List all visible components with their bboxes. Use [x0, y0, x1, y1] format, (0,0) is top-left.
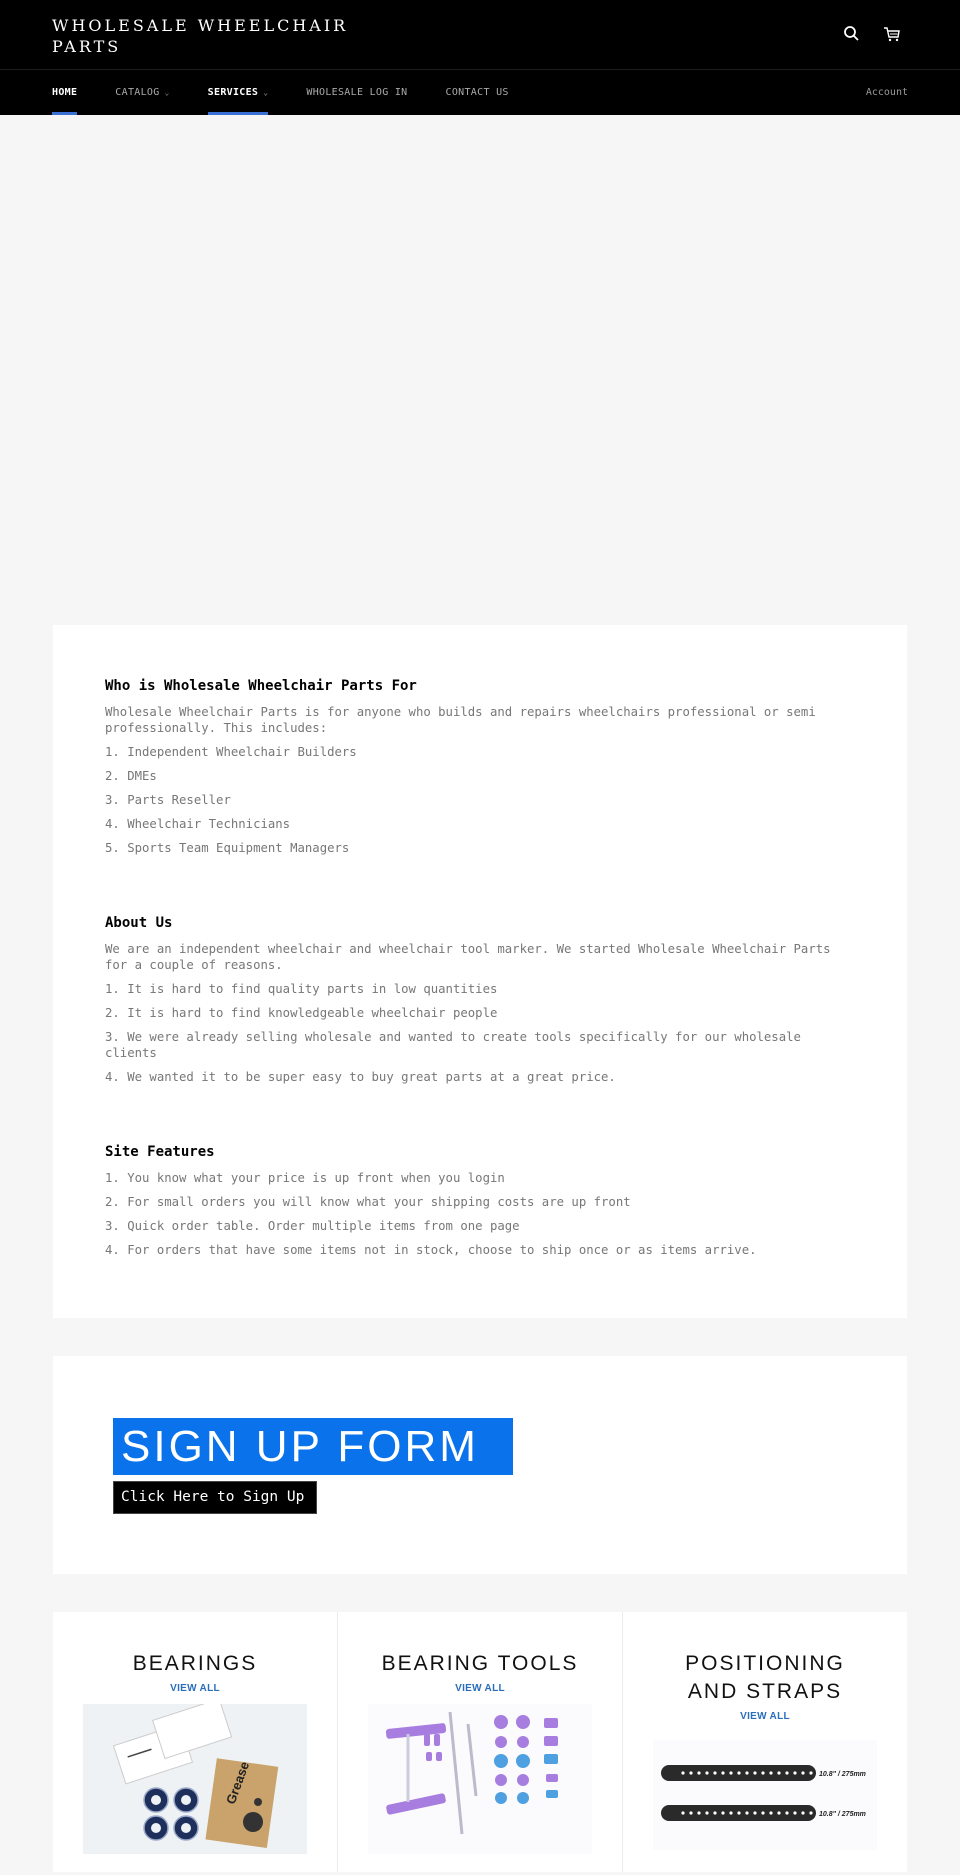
nav-item-label: SERVICES: [207, 87, 259, 98]
who-section: [105, 677, 855, 856]
list-item: 3. We were already selling wholesale and wanted to create tools specifically for our wholesale clients: [105, 1030, 801, 1060]
header-top: [0, 0, 960, 70]
nav-item-catalog[interactable]: [115, 70, 169, 115]
view-all-link[interactable]: VIEW ALL: [455, 1683, 505, 1694]
paragraph: We are an independent wheelchair and wheelchair tool marker. We started Wholesale Wheelchair Parts for a couple of reasons.: [105, 942, 831, 972]
collection-bearing-tools: [338, 1612, 623, 1872]
list-item: 1. You know what your price is up front when you login: [105, 1171, 505, 1185]
header-icons: [842, 24, 902, 44]
hero-placeholder: [0, 115, 960, 625]
logo-line-2: PARTS: [52, 37, 122, 56]
collection-bearings: [53, 1612, 338, 1872]
strap-size-label: 10.8" / 275mm: [819, 1811, 866, 1818]
section-spacer: [0, 1318, 960, 1356]
nav-list: [52, 70, 547, 115]
section-heading: Who is Wholesale Wheelchair Parts For: [105, 678, 417, 694]
view-all-link[interactable]: VIEW ALL: [740, 1711, 790, 1722]
list-item: 5. Sports Team Equipment Managers: [105, 841, 350, 855]
nav-item-label: WHOLESALE LOG IN: [306, 87, 408, 98]
main-nav: [0, 70, 960, 115]
section-heading: Site Features: [105, 1144, 215, 1160]
collection-title[interactable]: BEARINGS: [132, 1652, 258, 1675]
section-heading: About Us: [105, 915, 173, 931]
nav-item-label: CATALOG: [115, 87, 160, 98]
rich-text-content: [53, 625, 907, 1318]
section-spacer: [0, 1574, 960, 1612]
chevron-down-icon: ⌄: [263, 88, 269, 97]
paragraph: Wholesale Wheelchair Parts is for anyone who builds and repairs wheelchairs professional or semi professionally. This includes:: [105, 705, 816, 735]
nav-item-label: CONTACT US: [445, 87, 509, 98]
site-logo[interactable]: [52, 15, 352, 57]
signup-card: [53, 1356, 907, 1574]
view-all-link[interactable]: VIEW ALL: [170, 1683, 220, 1694]
about-us-section: [105, 914, 855, 1085]
collection-title[interactable]: BEARING TOOLS: [381, 1652, 579, 1675]
list-item: 3. Parts Reseller: [105, 793, 231, 807]
signup-banner[interactable]: SIGN UP FORM: [113, 1418, 513, 1475]
collection-positioning-straps: [623, 1612, 907, 1872]
list-item: 4. Wheelchair Technicians: [105, 817, 291, 831]
list-item: 2. DMEs: [105, 769, 157, 783]
account-link[interactable]: Account: [865, 87, 908, 98]
site-header: [0, 0, 960, 115]
list-item: 2. It is hard to find knowledgeable wheelchair people: [105, 1006, 498, 1020]
nav-item-services[interactable]: [208, 70, 269, 115]
list-item: 4. We wanted it to be super easy to buy great parts at a great price.: [105, 1070, 616, 1084]
list-item: 1. It is hard to find quality parts in low quantities: [105, 982, 498, 996]
list-item: 3. Quick order table. Order multiple items from one page: [105, 1219, 520, 1233]
svg-text:Grease: Grease: [223, 1759, 253, 1807]
signup-button[interactable]: Click Here to Sign Up: [113, 1481, 317, 1514]
list-item: 4. For orders that have some items not in stock, choose to ship once or as items arrive.: [105, 1243, 757, 1257]
active-indicator: [52, 112, 77, 115]
collection-title[interactable]: POSITIONING AND STRAPS: [685, 1652, 845, 1703]
bearings-product-image[interactable]: [83, 1704, 307, 1854]
cart-icon[interactable]: [882, 24, 902, 44]
list-item: 1. Independent Wheelchair Builders: [105, 745, 357, 759]
nav-item-label: HOME: [52, 87, 78, 98]
active-indicator: [208, 112, 269, 115]
bearing-tools-product-image[interactable]: [368, 1704, 592, 1854]
search-icon[interactable]: [842, 24, 862, 44]
collection-grid: [53, 1612, 907, 1872]
nav-item-home[interactable]: [52, 70, 77, 115]
strap-size-label: 10.8" / 275mm: [819, 1771, 866, 1778]
site-features-section: [105, 1143, 855, 1258]
list-item: 2. For small orders you will know what your shipping costs are up front: [105, 1195, 631, 1209]
nav-item-wholesale-login[interactable]: [306, 70, 407, 115]
logo-line-1: WHOLESALE WHEELCHAIR: [52, 16, 349, 35]
about-card: [53, 625, 907, 1318]
chevron-down-icon: ⌄: [164, 88, 170, 97]
nav-item-contact-us[interactable]: [446, 70, 509, 115]
straps-product-image[interactable]: [653, 1740, 877, 1850]
